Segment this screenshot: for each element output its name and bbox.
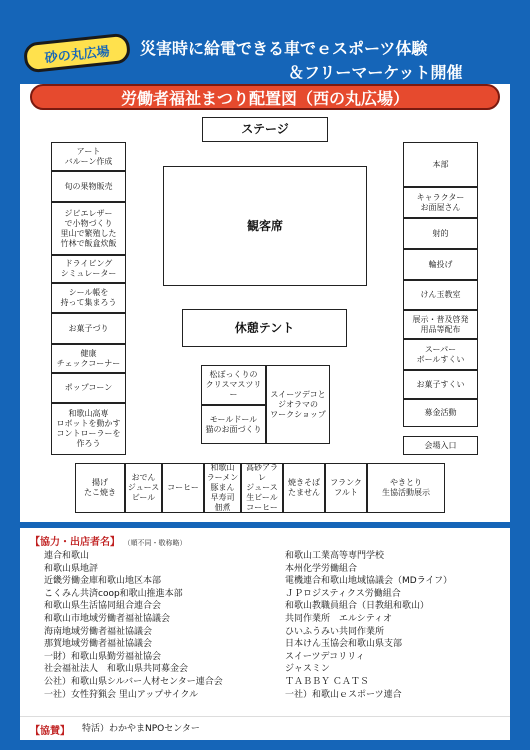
booth-left-6: お菓子づり bbox=[51, 313, 126, 344]
rest-tent: 休憩テント bbox=[182, 309, 347, 347]
booth-model-doll: モールドール 猫のお面づくり bbox=[201, 405, 266, 444]
credit-item: 和歌山市地域労働者福祉協議会 bbox=[44, 613, 171, 624]
credits-heading-text: 【協力・出店者名】 bbox=[30, 537, 120, 548]
booth-left-7: 健康 チェックコーナー bbox=[51, 344, 126, 373]
credits-right-list bbox=[285, 550, 452, 701]
credit-item: 日本けん玉協会和歌山県支部 bbox=[285, 639, 403, 650]
booth-bottom-6: 焼きそば たません bbox=[283, 463, 325, 513]
venue-entrance: 会場入口 bbox=[403, 436, 478, 455]
credit-item: 和歌山県地評 bbox=[44, 563, 99, 574]
credit-item: 和歌山県生活協同組合連合会 bbox=[44, 601, 162, 612]
sponsor-panel bbox=[20, 716, 510, 740]
stage: ステージ bbox=[202, 117, 328, 142]
booth-pinecone-tree: 松ぼっくりの クリスマスツリー bbox=[201, 365, 266, 405]
credit-item: こくみん共済coop和歌山推進本部 bbox=[44, 588, 183, 599]
booth-left-8: ポップコーン bbox=[51, 373, 126, 403]
credit-item: 本州化学労働組合 bbox=[285, 563, 358, 574]
credit-item: 近畿労働金庫和歌山地区本部 bbox=[44, 576, 162, 587]
sponsor-heading: 【協賛】 bbox=[30, 726, 70, 737]
booth-bottom-8: やきとり 生協活動展示 bbox=[367, 463, 445, 513]
booth-right-9: 募金活動 bbox=[403, 399, 478, 427]
credit-item: 公社）和歌山県シルバー人材センター連合会 bbox=[44, 676, 223, 687]
credit-item: 電機連合和歌山地域協議会（MDライフ） bbox=[285, 576, 453, 587]
credit-item: 海南地域労働者福祉協議会 bbox=[44, 626, 153, 637]
audience-seating: 観客席 bbox=[163, 166, 367, 286]
booth-right-5: けん玉教室 bbox=[403, 280, 478, 310]
credit-item: ひいふうみい共同作業所 bbox=[285, 626, 385, 637]
credit-item: 一社）女性狩猟会 里山アップサイクル bbox=[44, 689, 199, 700]
booth-right-8: お菓子すくい bbox=[403, 370, 478, 399]
booth-left-9: 和歌山高専 ロボットを動かす コントローラーを 作ろう bbox=[51, 403, 126, 455]
credit-item: 連合和歌山 bbox=[44, 551, 90, 561]
venue-badge: 砂の丸広場 bbox=[23, 33, 132, 74]
booth-left-5: シール帳を 持って集まろう bbox=[51, 283, 126, 313]
credit-item: スイーツデコリリィ bbox=[285, 651, 365, 662]
booth-left-1: アート バルーン作成 bbox=[51, 142, 126, 171]
credits-note: （順不同・敬称略） bbox=[123, 539, 187, 547]
booth-bottom-1: 揚げ たこ焼き bbox=[75, 463, 125, 513]
credit-item: ジャスミン bbox=[285, 664, 330, 675]
credit-item: ＴＡＢＢＹ ＣＡＴＳ bbox=[285, 676, 369, 687]
credits-panel bbox=[20, 528, 510, 716]
booth-left-2: 旬の果物販売 bbox=[51, 171, 126, 202]
booth-right-7: スーパー ボールすくい bbox=[403, 339, 478, 370]
booth-left-3: ジビエレザー で小物づくり 里山で繁殖した 竹林で飯盒炊飯 bbox=[51, 202, 126, 255]
credit-item: 社会福祉法人 和歌山県共同募金会 bbox=[44, 664, 189, 675]
map-title-banner: 労働者福祉まつり配置図（西の丸広場） bbox=[30, 84, 500, 110]
booth-bottom-5: 高砂アラレ ジュース 生ビール コーヒー bbox=[241, 463, 283, 513]
booth-right-4: 輪投げ bbox=[403, 249, 478, 280]
credit-item: 和歌山工業高等専門学校 bbox=[285, 551, 385, 561]
credit-item: 那賀地域労働者福祉協議会 bbox=[44, 639, 153, 650]
booth-right-3: 射的 bbox=[403, 218, 478, 249]
booth-bottom-4: 和歌山 ラーメン 豚まん 早寿司 佃煮 bbox=[204, 463, 241, 513]
booth-right-2: キャラクター お面屋さん bbox=[403, 187, 478, 218]
credit-item: ＪＰロジスティクス労働組合 bbox=[285, 588, 401, 599]
booth-right-1: 本部 bbox=[403, 142, 478, 187]
credit-item: 一財）和歌山県勤労福祉協会 bbox=[44, 651, 162, 662]
sponsor-name: 特活）わかやまNPOセンター bbox=[82, 724, 200, 734]
booth-bottom-7: フランク フルト bbox=[325, 463, 367, 513]
booth-bottom-2: おでん ジュース ビール bbox=[125, 463, 162, 513]
booth-left-4: ドライビング シミュレーター bbox=[51, 255, 126, 283]
credit-item: 和歌山教職員組合（日教組和歌山） bbox=[285, 601, 430, 612]
headline-line-1: 災害時に給電できる車でｅスポーツ体験 bbox=[140, 39, 428, 58]
credit-item: 一社）和歌山ｅスポーツ連合 bbox=[285, 689, 402, 700]
booth-bottom-3: コーヒー bbox=[162, 463, 204, 513]
headline-line-2: ＆フリーマーケット開催 bbox=[288, 63, 463, 82]
credits-left-list bbox=[44, 550, 223, 701]
credits-heading bbox=[30, 533, 186, 548]
booth-right-6: 展示・普及啓発 用品等配布 bbox=[403, 310, 478, 339]
booth-sweets-deco: スイーツデコと ジオラマの ワークショップ bbox=[266, 365, 330, 444]
credit-item: 共同作業所 エルシティオ bbox=[285, 613, 393, 624]
